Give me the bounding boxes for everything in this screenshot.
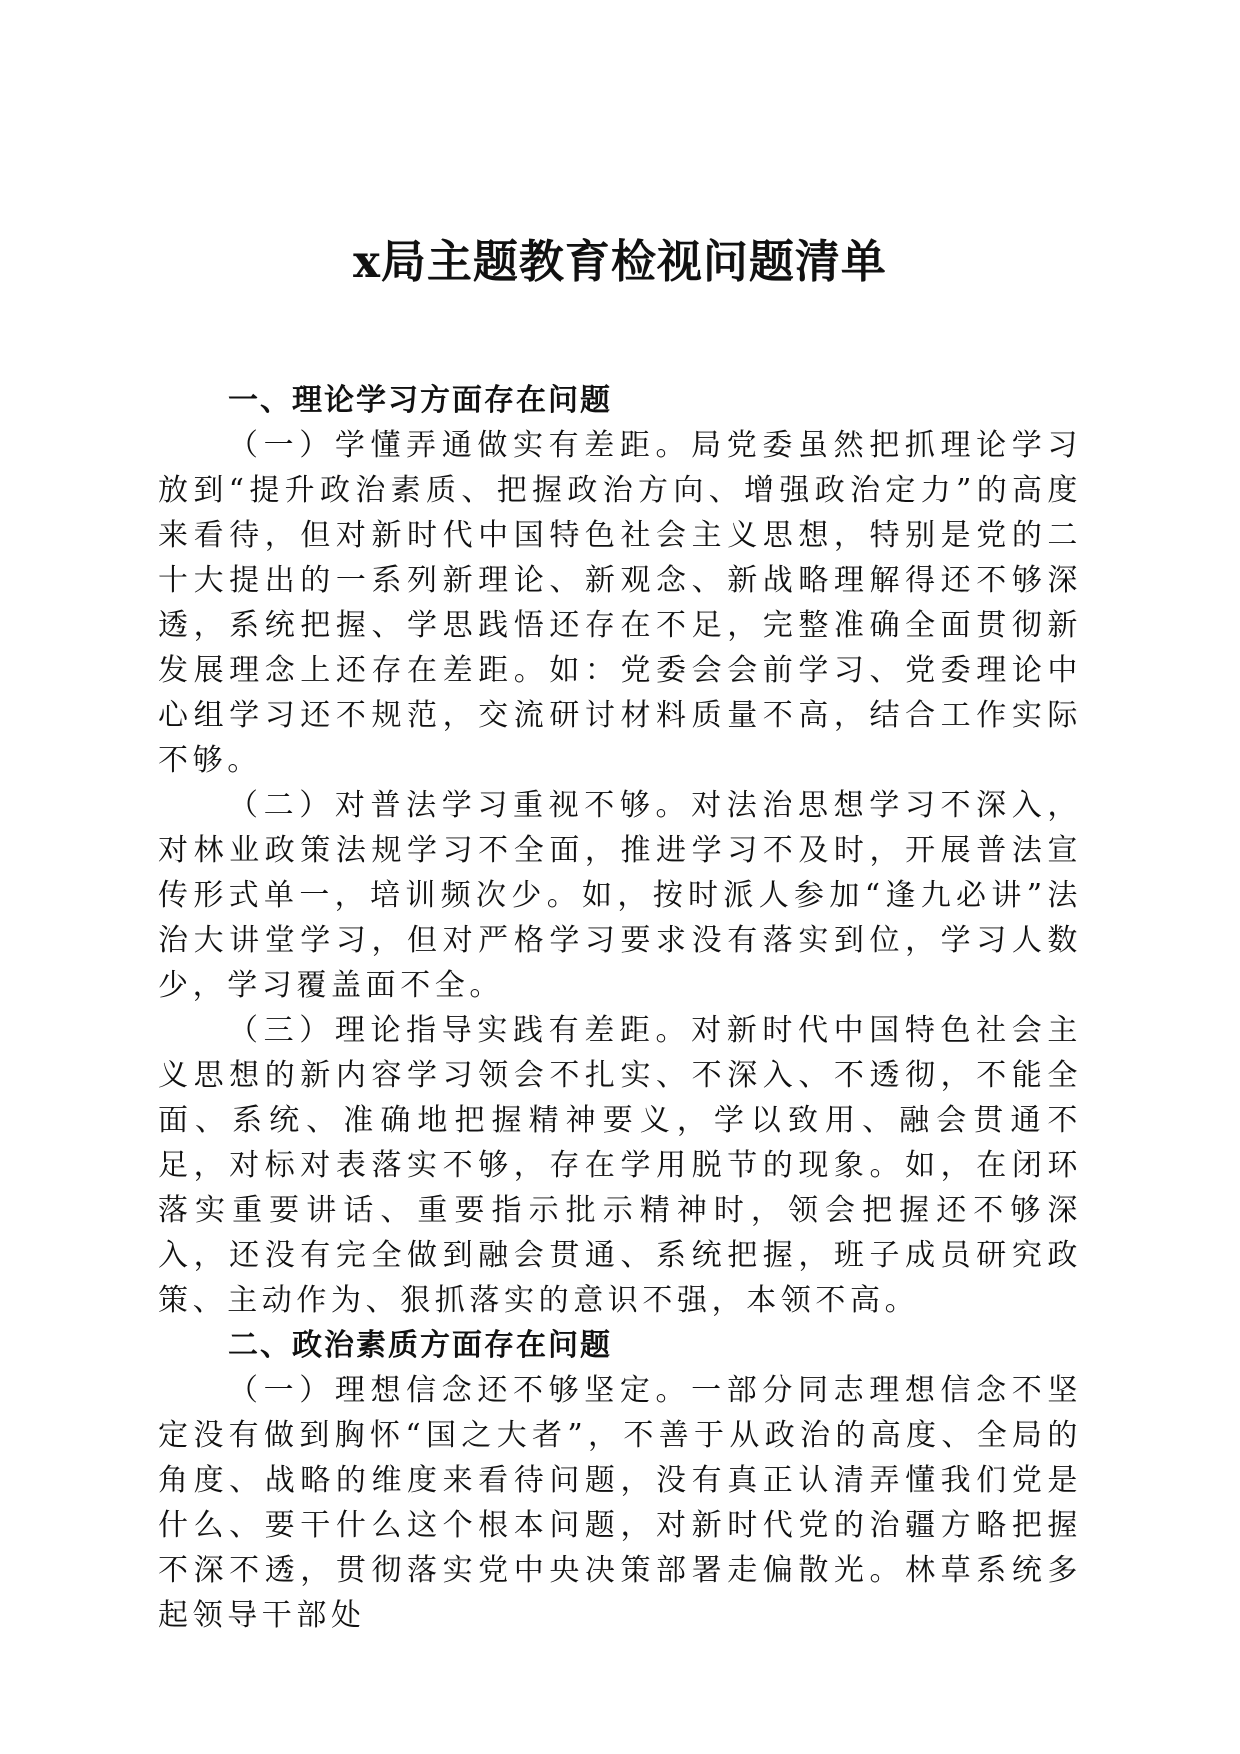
section-heading-theory-study: 一、理论学习方面存在问题 — [228, 383, 612, 418]
paragraph-theory-practice: （三）理论指导实践有差距。对新时代中国特色社会主义思想的新内容学习领会不扎实、不深入、不透彻，不能全面、系统、准确地把握精神要义，学以致用、融会贯通不足，对标对表落实不够，存在学用脱节的现象。如，在闭环落实重要讲话、重要指示批示精神时，领会把握还不够深入，还没有完全做到融会贯通、系统把握，班子成员研究政策、主动作为、狠抓落实的意识不强，本领不高。 — [158, 1013, 1082, 1318]
paragraph-study-gap: （一）学懂弄通做实有差距。局党委虽然把抓理论学习放到“提升政治素质、把握政治方向、增强政治定力”的高度来看待，但对新时代中国特色社会主义思想，特别是党的二十大提出的一系列新理论、新观念、新战略理解得还不够深透，系统把握、学思践悟还存在不足，完整准确全面贯彻新发展理念上还存在差距。如：党委会会前学习、党委理论中心组学习还不规范，交流研讨材料质量不高，结合工作实际不够。 — [158, 428, 1082, 778]
paragraph-law-study: （二）对普法学习重视不够。对法治思想学习不深入，对林业政策法规学习不全面，推进学习不及时，开展普法宣传形式单一，培训频次少。如，按时派人参加“逢九必讲”法治大讲堂学习，但对严格学习要求没有落实到位，学习人数少，学习覆盖面不全。 — [158, 788, 1082, 1003]
section-heading-political-quality: 二、政治素质方面存在问题 — [228, 1328, 612, 1363]
paragraph-ideals-beliefs: （一）理想信念还不够坚定。一部分同志理想信念不坚定没有做到胸怀“国之大者”，不善于从政治的高度、全局的角度、战略的维度来看待问题，没有真正认清弄懂我们党是什么、要干什么这个根本问题，对新时代党的治疆方略把握不深不透，贯彻落实党中央决策部署走偏散光。林草系统多起领导干部处 — [158, 1373, 1082, 1633]
document-title: x局主题教育检视问题清单 — [353, 235, 887, 288]
document-body — [158, 378, 1082, 1638]
